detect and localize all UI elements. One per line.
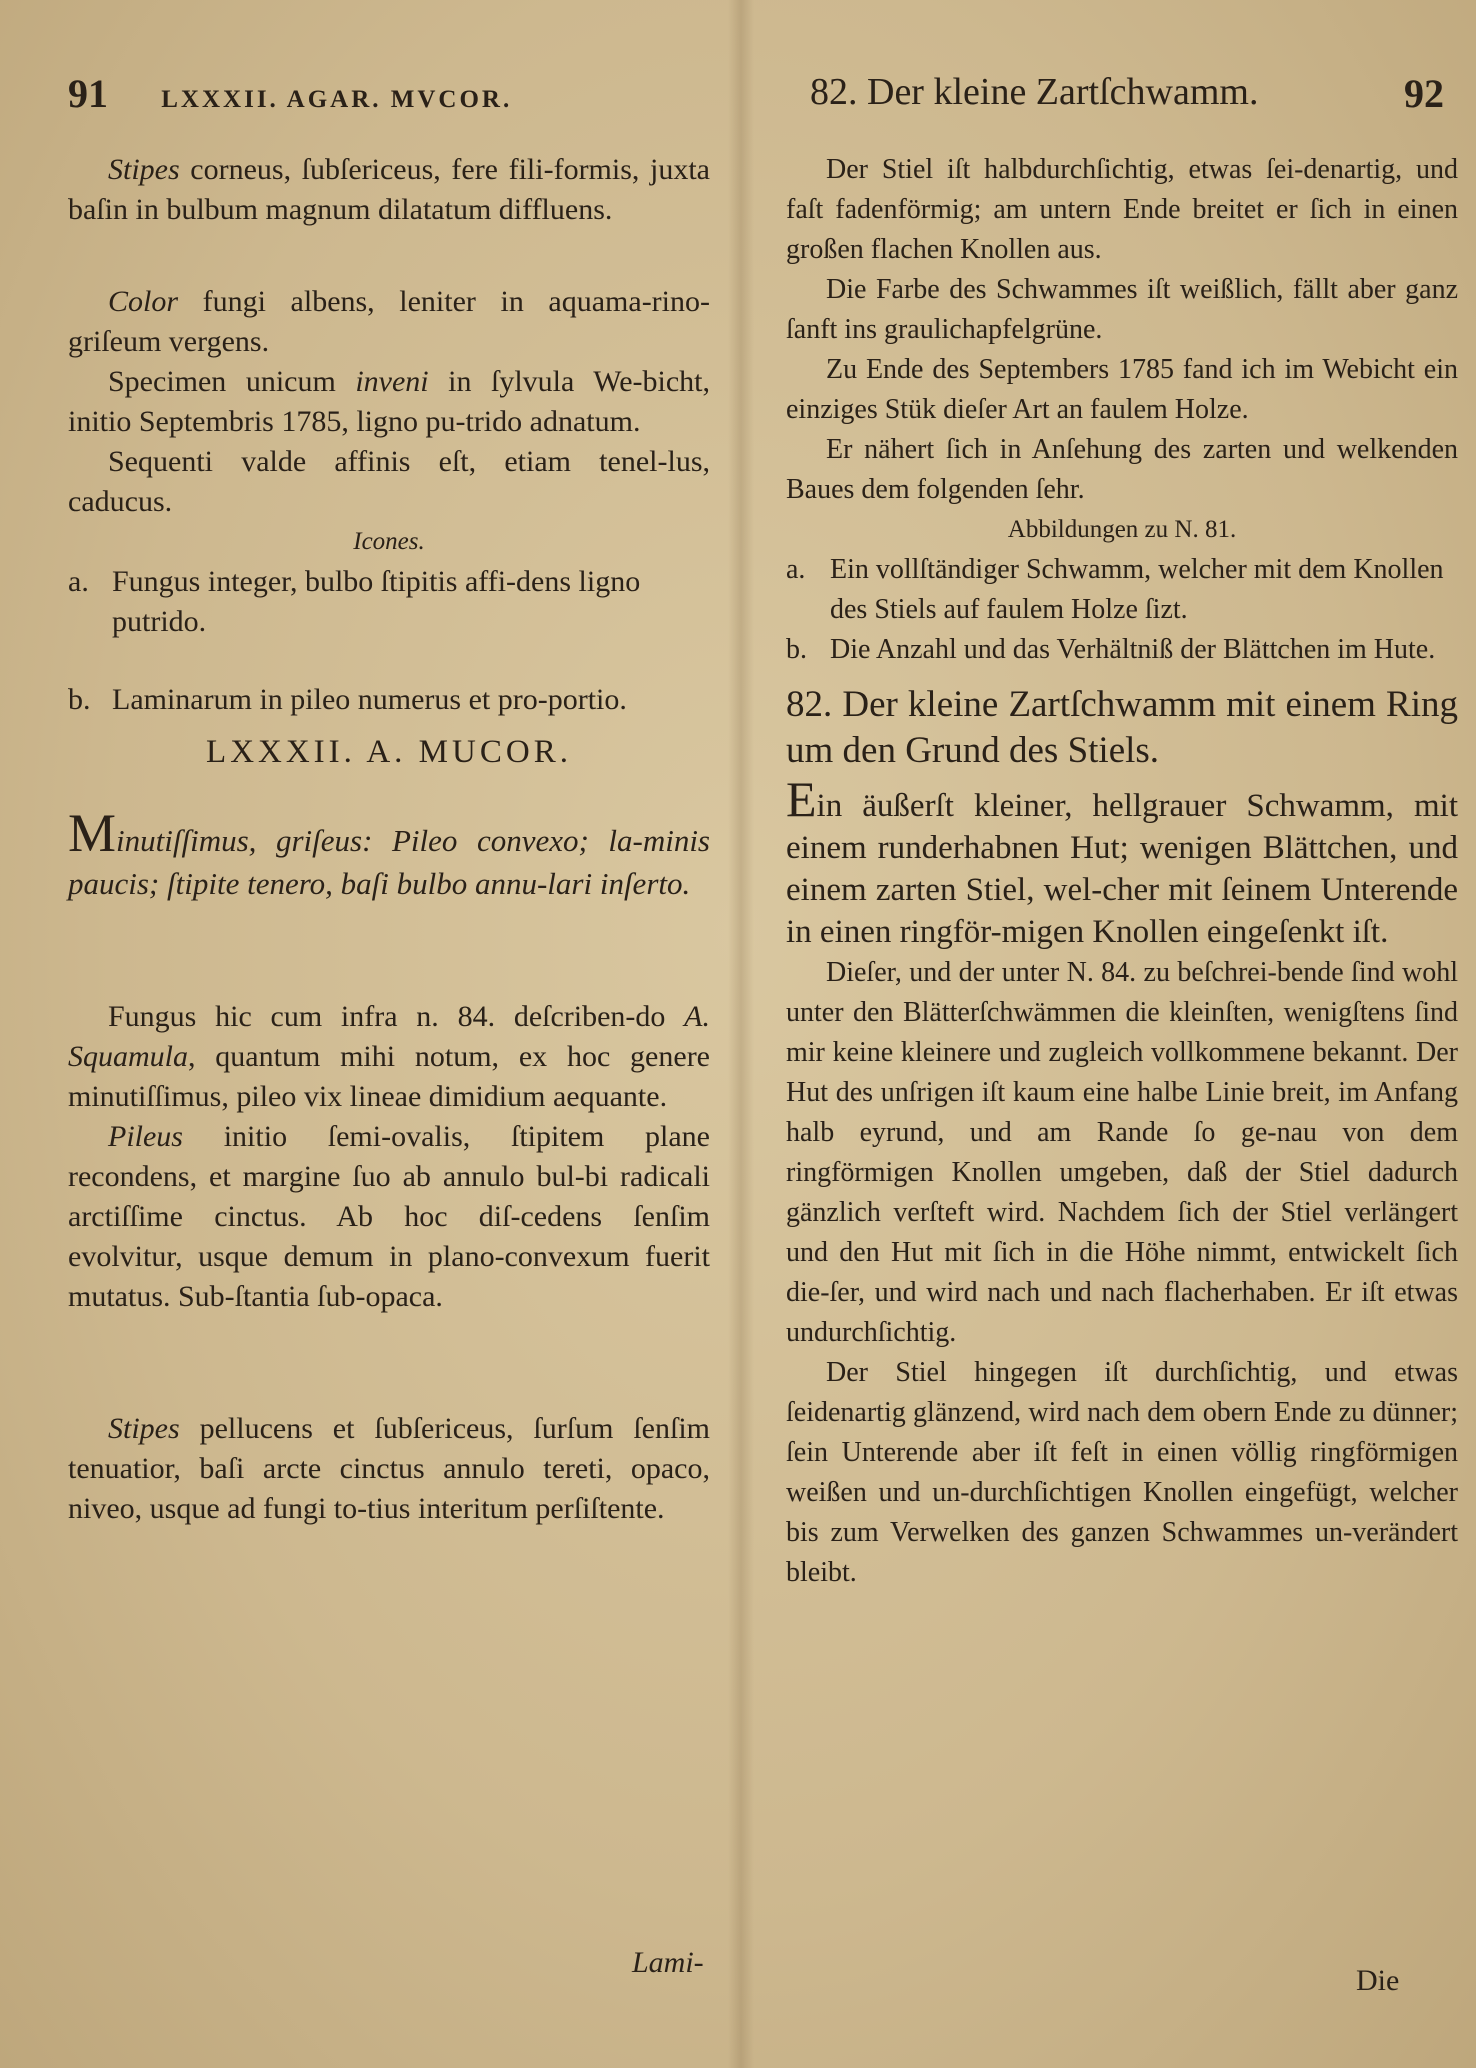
color-paragraph: Color fungi albens, leniter in aquama-rino-griſeum vergens. <box>68 285 710 358</box>
left-catchword: Lami- <box>632 1946 704 1979</box>
abbildungen-heading: Abbildungen zu N. 81. <box>1007 516 1237 543</box>
naehert-paragraph: Er nähert ſich in Anſehung des zarten und welkenden Baues dem folgenden ſehr. <box>786 434 1458 505</box>
right-catchword: Die <box>1356 1964 1400 1997</box>
book-gutter <box>728 0 754 2068</box>
stipes-paragraph-2: Stipes pellucens et ſubſericeus, ſurſum ſenſim tenuatior, baſi arcte cinctus annulo tereti, opaco, niveo, usque ad fungi to-tius interitum perſiſtente. <box>68 1412 710 1525</box>
pileus-paragraph: Pileus initio ſemi-ovalis, ſtipitem plane recondens, et margine ſuo ab annulo bul-bi radicali arctiſſime cinctus. Ab hoc diſ-cedens ſenſim evolvitur, usque demum in plano-convexum fuerit mutatus. Sub-ſtantia ſub-opaca. <box>68 1120 710 1313</box>
right-running-head: 82. Der kleine Zartſchwamm. <box>810 71 1259 113</box>
section-title-latin: LXXXII. A. MUCOR. <box>206 734 572 770</box>
icones-item-b: b. Laminarum in pileo numerus et pro-portio. <box>68 683 627 716</box>
fungus-paragraph: Fungus hic cum infra n. 84. deſcriben-do A. Squamula, quantum mihi notum, ex hoc genere minutiſſimus, pileo vix lineae dimidium aequante. <box>68 1000 710 1113</box>
specimen-paragraph: Specimen unicum inveni in ſylvula We-bicht, initio Septembris 1785, ligno pu-trido adnatum. <box>68 365 710 438</box>
left-running-head: LXXXII. AGAR. MVCOR. <box>161 86 513 113</box>
icones-item-a: a. Fungus integer, bulbo ſtipitis affi-dens ligno putrido. <box>68 565 641 638</box>
right-page <box>754 0 1476 2068</box>
stipes-paragraph: Stipes corneus, ſubſericeus, fere fili-formis, juxta baſin in bulbum magnum dilatatum diffluens. <box>68 153 710 226</box>
left-page-number: 91 <box>68 71 108 116</box>
abbildungen-item-a: a. Ein vollſtändiger Schwamm, welcher mit dem Knollen des Stiels auf faulem Holze ſizt. <box>786 554 1444 625</box>
left-text-column <box>68 150 710 1529</box>
abbildungen-item-b: b. Die Anzahl und das Verhältniß der Blättchen im Hute. <box>786 634 1436 665</box>
stiel-hingegen-paragraph: Der Stiel hingegen iſt durchſichtig, und etwas ſeidenartig glänzend, wird nach dem obern Ende zu dünner; ſein Unterende aber iſt feſt in einen völlig ringförmigen weißen und un-durchſichtigen Knollen eingefügt, welcher bis zum Verwelken des ganzen Schwammes un-verändert bleibt. <box>786 1357 1458 1588</box>
right-running-header <box>810 70 1450 114</box>
fund-paragraph: Zu Ende des Septembers 1785 fand ich im Webicht ein einziges Stük dieſer Art an faulem Holze. <box>786 354 1458 425</box>
right-text-column <box>786 150 1458 1593</box>
latin-diagnosis: Minutiſſimus, griſeus: Pileo convexo; la-minis paucis; ſtipite tenero, baſi bulbo annu-lari inſerto. <box>68 803 710 901</box>
left-running-header <box>68 70 512 117</box>
section-title-german: 82. Der kleine Zartſchwamm mit einem Ring um den Grund des Stiels. <box>786 684 1458 771</box>
icones-heading: Icones. <box>353 528 425 555</box>
dieser-paragraph: Dieſer, und der unter N. 84. zu beſchrei-bende ſind wohl unter den Blätterſchwämmen die kleinſten, wenigſtens ſind mir keine kleinere und zugleich vollkommene bekannt. Der Hut des unſrigen iſt kaum eine halbe Linie breit, im Anfang halb eyrund, und am Rande ſo ge-nau von dem ringförmigen Knollen umgeben, daß der Stiel dadurch gänzlich verſteft wird. Nachdem ſich der Stiel verlängert und den Hut mit ſich in die Höhe nimmt, entwickelt ſich die-ſer, und wird nach und nach flacherhaben. Er iſt etwas undurchſichtig. <box>786 957 1458 1348</box>
sequenti-paragraph: Sequenti valde affinis eſt, etiam tenel-lus, caducus. <box>68 445 710 518</box>
farbe-paragraph: Die Farbe des Schwammes iſt weißlich, fällt aber ganz ſanft ins graulichapfelgrüne. <box>786 274 1458 345</box>
stiel-paragraph: Der Stiel iſt halbdurchſichtig, etwas ſei-denartig, und faſt fadenförmig; am untern Ende breitet er ſich in einen großen flachen Knollen aus. <box>786 154 1458 265</box>
right-page-number: 92 <box>1404 71 1444 116</box>
left-page <box>0 0 728 2068</box>
german-diagnosis: Ein äußerſt kleiner, hellgrauer Schwamm, mit einem runderhabnen Hut; wenigen Blättchen, und einem zarten Stiel, wel-cher mit ſeinem Unterende in einen ringför-migen Knollen eingeſenkt iſt. <box>786 771 1458 950</box>
